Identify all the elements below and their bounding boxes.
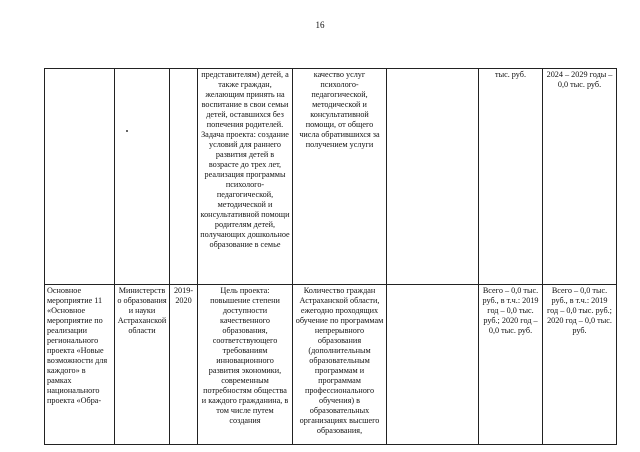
row1-funding-text: тыс. руб. (495, 70, 526, 79)
row2-funding-text: Всего – 0,0 тыс. руб., в т.ч.: 2019 год – 0,0 тыс. руб.; 2020 год – 0,0 тыс. руб. (482, 286, 539, 335)
row2-measure-text: Основное мероприятие 11 «Основное мероприятие по реализации регионального проекта «Новые возможности для каждого» в рамках национального проекта «Обра- (47, 286, 108, 405)
row1-funding-later-cell (543, 69, 617, 285)
row2-funding-later-text: Всего – 0,0 тыс. руб., в т.ч.: 2019 год – 0,0 тыс. руб.; 2020 год – 0,0 тыс. руб. (547, 286, 612, 335)
row2-goal-text: Цель проекта: повышение степени доступности качественного образования, соответствующего требованиям инновационного развития экономики, современным потребностям общества и каждого гражданина, в том числе путем создания (201, 286, 289, 425)
row2-goal-cell (198, 285, 293, 445)
page-number: 16 (315, 20, 325, 30)
row2-indicator-text: Количество граждан Астраханской области, ежегодно проходящих обучение по программам непрерывного образования (дополнительным образовательным программам и программам профессионального обучения) в образовательных организациях высшего образования, (295, 286, 384, 435)
table-row (45, 69, 617, 285)
table-row (45, 285, 617, 445)
row2-funding-later-cell (543, 285, 617, 445)
row1-indicator-text: качество услуг психолого-педагогической, методической и консультативной помощи, от общего числа обратившихся за получением услуги (299, 70, 380, 149)
row2-executor-text: Министерство образования и науки Астраханской области (117, 286, 167, 335)
program-table (44, 68, 617, 445)
row1-period-cell (170, 69, 198, 285)
row1-goal-text: представителям) детей, а также граждан, желающим принять на воспитание в свои семьи детей, оставшихся без попечения родителей. Задача проекта: создание условий для раннего развития детей в возрасте до трех лет, реализация программы психолого-педагогической, методической и консультативной помощи родителям детей, получающих дошкольное образование в семье (200, 70, 290, 249)
row1-funding-later-text: 2024 – 2029 годы – 0,0 тыс. руб. (546, 70, 613, 89)
row1-funding-cell (479, 69, 543, 285)
row2-period-cell (170, 285, 198, 445)
row2-funding-cell (479, 285, 543, 445)
row2-empty-cell (387, 285, 479, 445)
row1-executor-cell (115, 69, 170, 285)
row1-measure-cell (45, 69, 115, 285)
row2-period-text: 2019-2020 (173, 286, 194, 305)
row1-indicator-cell (293, 69, 387, 285)
row2-executor-cell (115, 285, 170, 445)
row1-goal-cell (198, 69, 293, 285)
row1-empty-cell (387, 69, 479, 285)
row2-measure-cell (45, 285, 115, 445)
row2-indicator-cell (293, 285, 387, 445)
